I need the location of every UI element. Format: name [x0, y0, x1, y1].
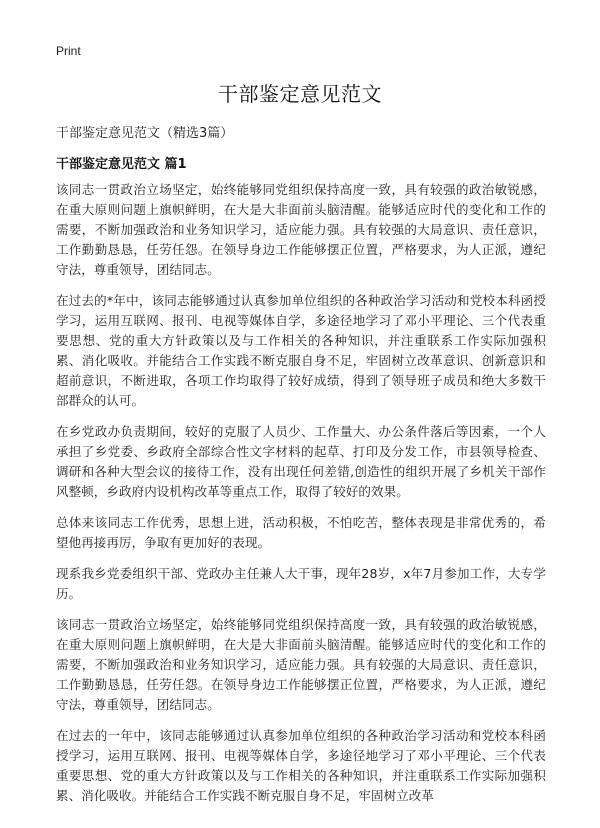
paragraph-3: 在乡党政办负责期间，较好的克服了人员少、工作量大、办公条件落后等因素，一个人承担了乡党委、乡政府全部综合性文字材料的起草、打印及分发工作，市县领导检查、调研和各种大型会议的接待工作，没有出现任何差错,创造性的组织开展了乡机关干部作风整顿，乡政府内设机构改革等重点工作，取得了较好的效果。 — [56, 424, 546, 499]
page-title: 干部鉴定意见范文 — [218, 82, 382, 106]
paragraph-2: 在过去的*年中，该同志能够通过认真参加单位组织的各种政治学习活动和党校本科函授学习，运用互联网、报刊、电视等媒体自学，多途径地学习了邓小平理论、三个代表重要思想、党的重大方针政策以及与工作相关的各种知识，并注重联系工作实际加强积累、消化吸收。并能结合工作实践不断克服自身不足，牢固树立改革意识、创新意识和超前意识，不断进取，各项工作均取得了较好成绩，得到了领导班子成员和绝大多数干部群众的认可。 — [56, 293, 546, 408]
paragraph-1: 该同志一贯政治立场坚定，始终能够同党组织保持高度一致，具有较强的政治敏锐感，在重大原则问题上旗帜鲜明，在大是大非面前头脑清醒。能够适应时代的变化和工作的需要，不断加强政治和业务知识学习，适应能力强。具有较强的大局意识、责任意识，工作勤勤恳恳，任劳任怨。在领导身边工作能够摆正位置，严格要求，为人正派，遵纪守法，尊重领导，团结同志。 — [56, 182, 546, 277]
section-heading: 干部鉴定意见范文 篇1 — [56, 157, 187, 172]
paragraph-7: 在过去的一年中，该同志能够通过认真参加单位组织的各种政治学习活动和党校本科函授学习，运用互联网、报刊、电视等媒体自学，多途径地学习了邓小平理论、三个代表重要思想、党的重大方针政策以及与工作相关的各种知识，并注重联系工作实际加强积累、消化吸收。并能结合工作实践不断克服自身不足，牢固树立改革 — [56, 728, 546, 803]
paragraph-6: 该同志一贯政治立场坚定，始终能够同党组织保持高度一致，具有较强的政治敏锐感，在重大原则问题上旗帜鲜明，在大是大非面前头脑清醒。能够适应时代的变化和工作的需要，不断加强政治和业务知识学习，适应能力强。具有较强的大局意识、责任意识，工作勤勤恳恳，任劳任怨。在领导身边工作能够摆正位置，严格要求，为人正派，遵纪守法，尊重领导，团结同志。 — [56, 617, 546, 712]
document-subtitle: 干部鉴定意见范文（精选3篇） — [56, 126, 234, 141]
paragraph-4: 总体来该同志工作优秀，思想上进，活动积极，不怕吃苦，整体表现是非常优秀的，希望他再接再厉，争取有更加好的表现。 — [56, 515, 546, 550]
document-body — [56, 180, 546, 817]
print-link[interactable]: Print — [56, 44, 81, 58]
paragraph-5: 现系我乡党委组织干部、党政办主任兼人大干事，现年28岁，x年7月参加工作，大专学历。 — [56, 566, 546, 601]
